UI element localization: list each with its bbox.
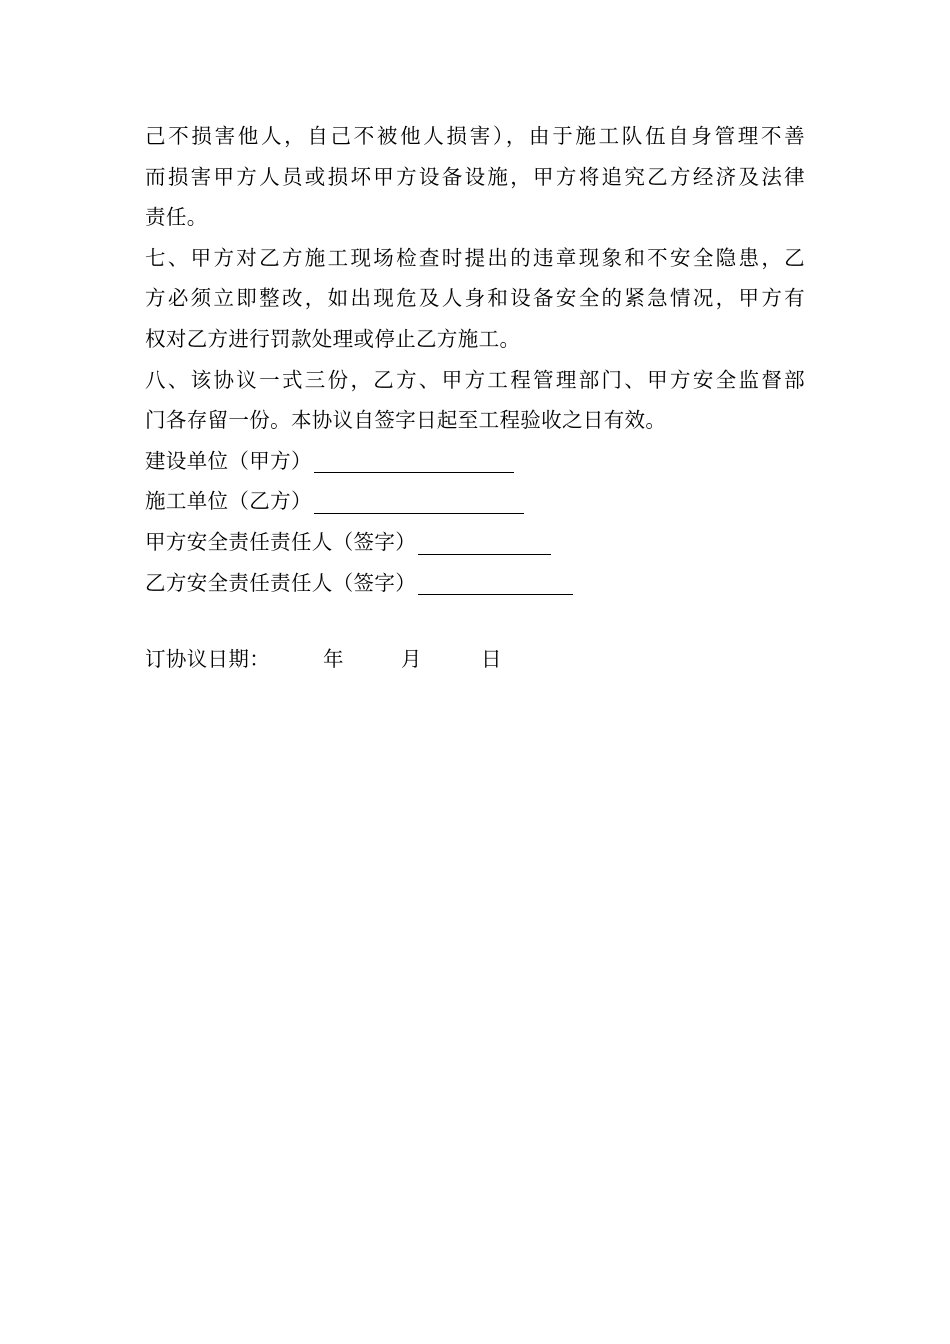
date-year: 年 — [323, 647, 344, 672]
signature-blank[interactable] — [314, 446, 514, 473]
date-day: 日 — [481, 647, 502, 672]
document-body — [145, 116, 805, 680]
paragraph-6-line-2: 而损害甲方人员或损坏甲方设备设施，甲方将追究乙方经济及法律 — [145, 164, 805, 189]
signature-party-a-unit — [145, 441, 805, 482]
signature-label: 建设单位（甲方） — [145, 448, 312, 473]
signature-blank[interactable] — [314, 487, 524, 514]
signature-party-b-safety-person — [145, 563, 805, 604]
date-label: 订协议日期： — [145, 647, 271, 672]
signature-label: 甲方安全责任责任人（签字） — [145, 529, 417, 554]
signature-party-b-unit — [145, 481, 805, 522]
paragraph-7-line-3: 权对乙方进行罚款处理或停止乙方施工。 — [145, 326, 521, 351]
paragraph-8-line-1: 八、该协议一式三份，乙方、甲方工程管理部门、甲方安全监督部 — [145, 367, 805, 392]
signature-blank[interactable] — [418, 568, 573, 595]
signature-label: 施工单位（乙方） — [145, 489, 312, 514]
paragraph-7-line-1: 七、甲方对乙方施工现场检查时提出的违章现象和不安全隐患，乙 — [145, 245, 805, 270]
signature-label: 乙方安全责任责任人（签字） — [145, 570, 417, 595]
paragraph-7-line-2: 方必须立即整改，如出现危及人身和设备安全的紧急情况，甲方有 — [145, 286, 805, 311]
paragraph-6-line-3: 责任。 — [145, 205, 208, 230]
signature-party-a-safety-person — [145, 522, 805, 563]
paragraph-8-line-2: 门各存留一份。本协议自签字日起至工程验收之日有效。 — [145, 408, 667, 433]
date-month: 月 — [401, 647, 422, 672]
signature-blank[interactable] — [418, 528, 551, 555]
agreement-date — [145, 639, 805, 680]
paragraph-6-line-1: 己不损害他人，自己不被他人损害），由于施工队伍自身管理不善 — [145, 124, 805, 148]
